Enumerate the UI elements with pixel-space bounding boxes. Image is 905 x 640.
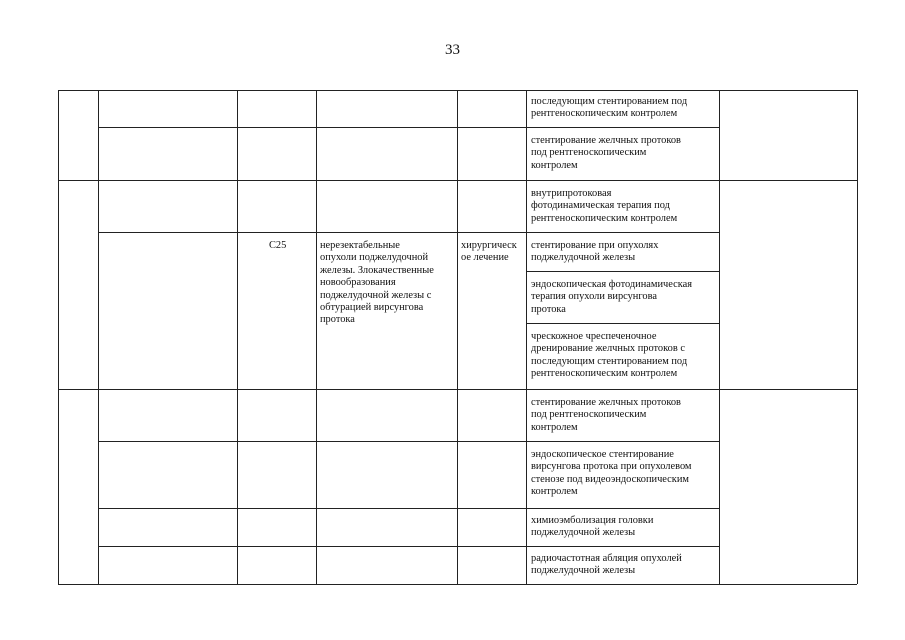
- procedure-cell: химиоэмболизация головки поджелудочной железы: [531, 515, 654, 539]
- row-line: [98, 127, 526, 128]
- procedure-cell: внутрипротоковая фотодинамическая терапия под рентгеноскопическим контролем: [531, 188, 678, 224]
- procedure-cell: эндоскопическая фотодинамическая терапия опухоли вирсунгова протока: [531, 279, 693, 315]
- column-divider: [316, 90, 317, 584]
- procedure-cell: стентирование при опухолях поджелудочной железы: [531, 240, 659, 264]
- column-divider: [719, 90, 720, 584]
- column-divider: [526, 90, 527, 584]
- row-line: [526, 232, 720, 233]
- row-line: [526, 127, 720, 128]
- row-line: [526, 323, 720, 324]
- column-divider: [237, 90, 238, 584]
- row-line: [526, 271, 720, 272]
- procedure-cell: последующим стентированием под рентгеноскопическим контролем: [531, 96, 688, 120]
- procedure-cell: стентирование желчных протоков под рентгеноскопическим контролем: [531, 135, 681, 171]
- procedure-cell: стентирование желчных протоков под рентгеноскопическим контролем: [531, 397, 681, 433]
- diagnosis-cell: нерезектабельные опухоли поджелудочной железы. Злокачественные новообразования поджелудочной железы с обтурацией вирсунгова протока: [320, 240, 434, 326]
- treatment-type-cell: хирургическ ое лечение: [461, 240, 517, 264]
- page-number: 33: [445, 42, 460, 58]
- icd-code-cell: C25: [269, 240, 287, 251]
- table-border-bottom: [58, 584, 857, 585]
- row-line: [98, 441, 526, 442]
- table-border-right: [857, 90, 858, 584]
- row-line: [526, 546, 720, 547]
- procedure-cell: радиочастотная абляция опухолей поджелудочной железы: [531, 553, 682, 577]
- row-line: [58, 389, 857, 390]
- row-line: [526, 508, 720, 509]
- row-line: [98, 546, 526, 547]
- table-border-top: [58, 90, 857, 91]
- row-line: [58, 180, 857, 181]
- row-line: [98, 232, 526, 233]
- procedure-cell: эндоскопическое стентирование вирсунгова протока при опухолевом стенозе под видеоэндоскопическим контролем: [531, 449, 692, 498]
- column-divider: [98, 90, 99, 584]
- procedure-cell: чрескожное чреспеченочное дренирование желчных протоков с последующим стентированием под рентгеноскопическим контролем: [531, 331, 688, 380]
- column-divider: [457, 90, 458, 584]
- row-line: [526, 441, 720, 442]
- row-line: [98, 508, 526, 509]
- table-border-left: [58, 90, 59, 584]
